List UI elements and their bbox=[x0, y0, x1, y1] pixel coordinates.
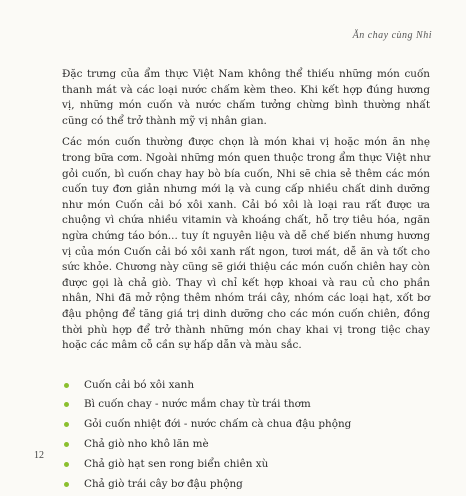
bullet-icon bbox=[64, 462, 69, 467]
bullet-icon bbox=[64, 383, 69, 388]
page-number: 12 bbox=[34, 450, 44, 461]
list-item bbox=[62, 457, 430, 473]
bullet-icon bbox=[64, 482, 69, 487]
recipe-title: Cuốn cải bó xôi xanh bbox=[84, 378, 195, 391]
recipe-title: Gỏi cuốn nhiệt đới - nước chấm cà chua đậu phộng bbox=[84, 418, 352, 431]
recipe-title: Chả giò nho khô lăn mè bbox=[84, 438, 209, 451]
list-item bbox=[62, 378, 430, 394]
running-head: Ăn chay cùng Nhi bbox=[352, 30, 432, 41]
recipe-title: Chả giò hạt sen rong biển chiên xù bbox=[84, 457, 269, 470]
bullet-icon bbox=[64, 402, 69, 407]
recipe-title: Bì cuốn chay - nước mắm chay từ trái thơm bbox=[84, 398, 311, 411]
bullet-icon bbox=[64, 442, 69, 447]
intro-paragraph: Đặc trưng của ẩm thực Việt Nam không thể thiếu những món cuốn thanh mát và các loại nước chấm kèm theo. Khi kết hợp đúng hương vị, những món cuốn và nước chấm tưởng chừng bình thường nhất cũng có thể trở thành mỹ vị nhân gian. bbox=[62, 68, 430, 127]
list-item bbox=[62, 477, 430, 493]
body-paragraph: Các món cuốn thường được chọn là món khai vị hoặc món ăn nhẹ trong bữa cơm. Ngoài những món quen thuộc trong ẩm thực Việt như gỏi cuốn, bì cuốn chay hay bò bía cuốn, Nhi sẽ chia sẻ thêm các món cuốn tuy đơn giản nhưng mới lạ và cung cấp nhiều chất dinh dưỡng như món Cuốn cải bó xôi xanh. Cải bó xôi là loại rau rất được ưa chuộng vì chứa nhiều vitamin và khoáng chất, hỗ trợ tiêu hóa, ngăn ngừa chứng táo bón... tuy ít nguyên liệu và dễ chế biến nhưng hương vị của món Cuốn cải bó xôi xanh rất ngon, tươi mát, dễ ăn và tốt cho sức khỏe. Chương này cũng sẽ giới thiệu các món cuốn chiên hay còn được gọi là chả giò. Thay vì chỉ kết hợp khoai và rau củ cho phần nhân, Nhi đã mở rộng thêm nhóm trái cây, nhóm các loại hạt, xốt bơ đậu phộng để tăng giá trị dinh dưỡng cho các món cuốn chiên, đồng thời phù hợp để trở thành những món chay khai vị trong tiệc chay hoặc các mâm cỗ cần sự hấp dẫn và màu sắc. bbox=[62, 136, 430, 352]
list-item bbox=[62, 397, 430, 413]
recipe-list bbox=[62, 378, 430, 493]
list-item bbox=[62, 437, 430, 453]
bullet-icon bbox=[64, 422, 69, 427]
recipe-title: Chả giò trái cây bơ đậu phộng bbox=[84, 477, 243, 490]
page-body bbox=[62, 67, 430, 496]
list-item bbox=[62, 417, 430, 433]
